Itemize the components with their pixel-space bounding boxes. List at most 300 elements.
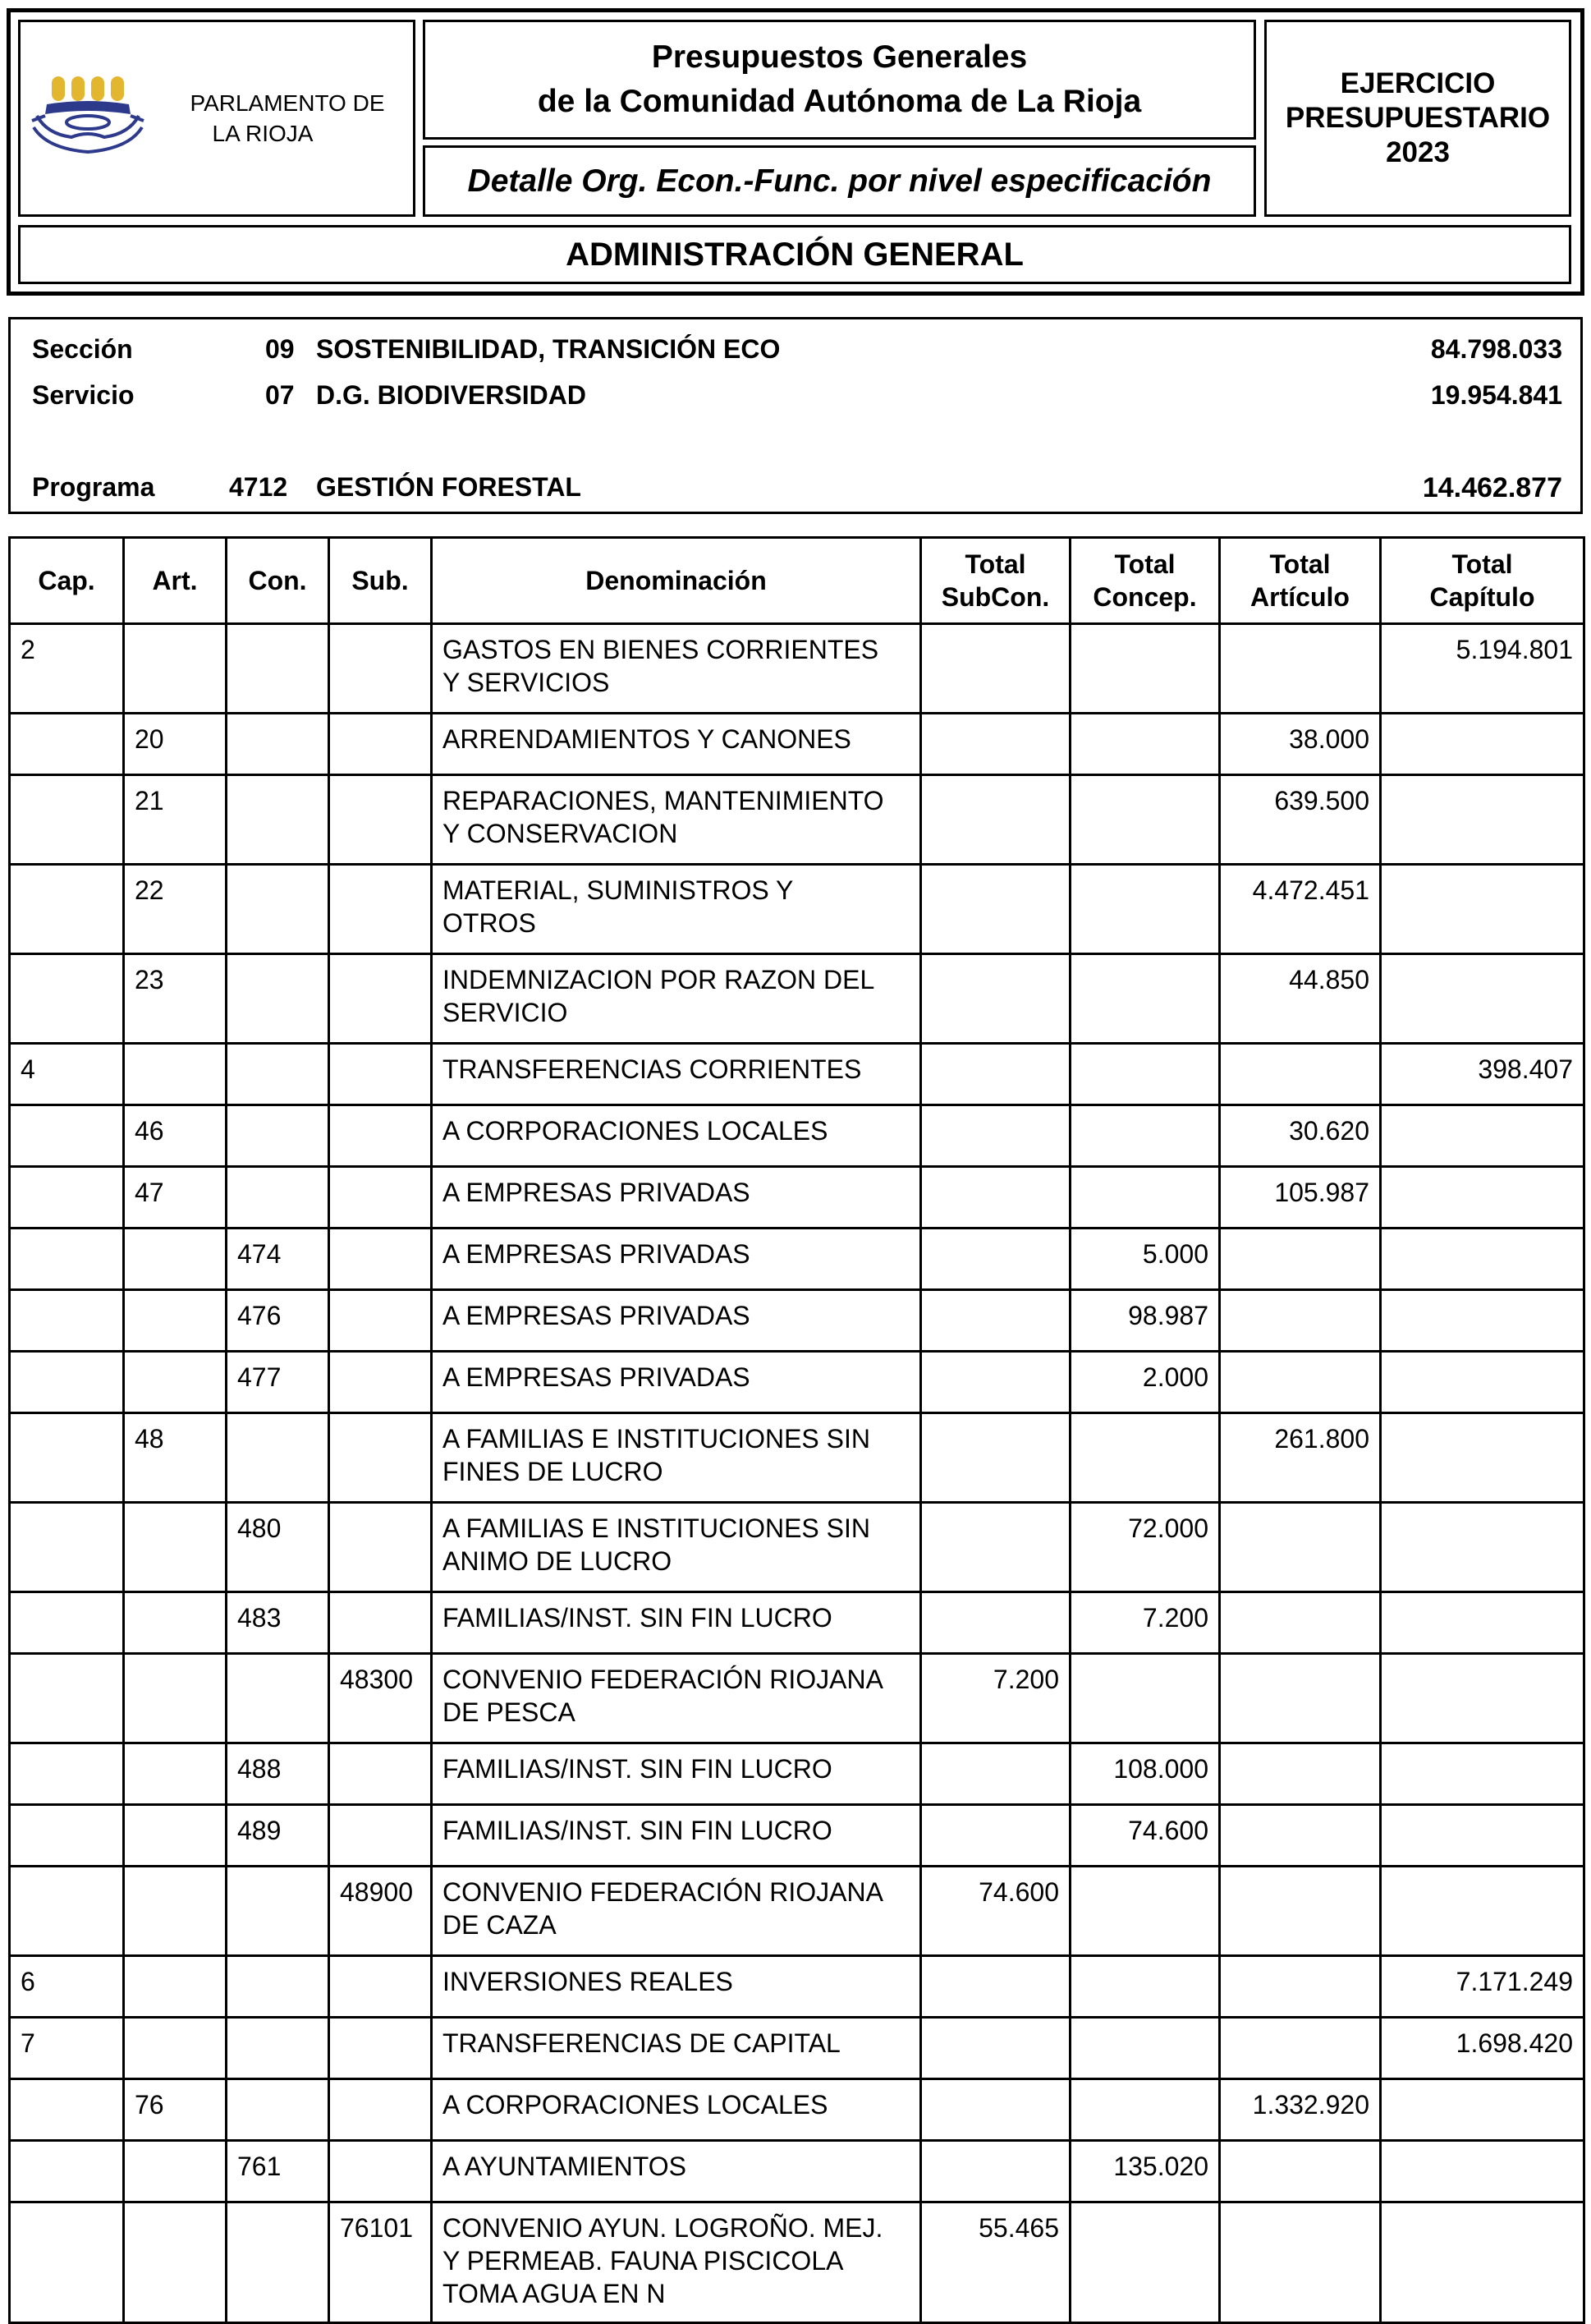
year-box xyxy=(1264,20,1571,217)
table-header-row xyxy=(10,538,1584,624)
header-total-capitulo: Total Capítulo xyxy=(1381,538,1584,624)
servicio-label: Servicio xyxy=(32,380,135,410)
cell-denominacion xyxy=(432,865,921,954)
cell-con xyxy=(227,1044,329,1105)
cell-total-capitulo xyxy=(1381,2141,1584,2202)
cell-con xyxy=(227,1956,329,2018)
cell-sub xyxy=(329,1105,432,1167)
table-row xyxy=(10,1867,1584,1956)
cell-sub xyxy=(329,1044,432,1105)
cell-total-subcon xyxy=(921,2079,1071,2141)
cell-sub: 48900 xyxy=(329,1867,432,1956)
cell-total-capitulo xyxy=(1381,2202,1584,2323)
cell-total-concep xyxy=(1071,1167,1220,1229)
cell-total-articulo xyxy=(1220,1956,1381,2018)
cell-total-articulo xyxy=(1220,1352,1381,1413)
cell-sub xyxy=(329,624,432,714)
table-row xyxy=(10,2079,1584,2141)
cell-con: 474 xyxy=(227,1229,329,1290)
cell-cap xyxy=(10,1413,124,1503)
cell-art xyxy=(124,1867,227,1956)
cell-total-concep xyxy=(1071,1044,1220,1105)
cell-total-subcon xyxy=(921,1592,1071,1654)
cell-total-subcon: 74.600 xyxy=(921,1867,1071,1956)
cell-cap xyxy=(10,1229,124,1290)
denominacion-line: DE PESCA xyxy=(442,1697,575,1727)
cell-cap xyxy=(10,2079,124,2141)
cell-total-capitulo xyxy=(1381,1229,1584,1290)
table-row xyxy=(10,1743,1584,1805)
budget-table xyxy=(8,536,1585,2324)
cell-art xyxy=(124,1044,227,1105)
cell-art xyxy=(124,1654,227,1743)
cell-denominacion xyxy=(432,1592,921,1654)
cell-total-subcon xyxy=(921,1290,1071,1352)
cell-cap: 2 xyxy=(10,624,124,714)
cell-total-capitulo xyxy=(1381,714,1584,775)
table-row xyxy=(10,1105,1584,1167)
cell-cap xyxy=(10,1503,124,1592)
servicio-amount: 19.954.841 xyxy=(1430,380,1562,410)
header-art: Art. xyxy=(124,538,227,624)
admin-box xyxy=(18,225,1571,284)
cell-con xyxy=(227,1867,329,1956)
table-row xyxy=(10,714,1584,775)
cell-total-subcon xyxy=(921,714,1071,775)
cell-art xyxy=(124,1743,227,1805)
cell-total-capitulo xyxy=(1381,2079,1584,2141)
cell-total-capitulo xyxy=(1381,1805,1584,1867)
cell-con: 483 xyxy=(227,1592,329,1654)
denominacion-line: FINES DE LUCRO xyxy=(442,1457,663,1486)
cell-total-capitulo xyxy=(1381,1413,1584,1503)
cell-art xyxy=(124,1290,227,1352)
cell-art: 20 xyxy=(124,714,227,775)
cell-con xyxy=(227,1105,329,1167)
cell-total-articulo xyxy=(1220,624,1381,714)
cell-total-subcon xyxy=(921,1229,1071,1290)
cell-con xyxy=(227,2018,329,2079)
cell-total-articulo: 30.620 xyxy=(1220,1105,1381,1167)
denominacion-line: OTROS xyxy=(442,908,536,938)
cell-sub xyxy=(329,1592,432,1654)
cell-total-articulo xyxy=(1220,1743,1381,1805)
denominacion-line: Y CONSERVACION xyxy=(442,819,678,848)
cell-denominacion xyxy=(432,2079,921,2141)
cell-total-articulo: 44.850 xyxy=(1220,954,1381,1044)
cell-denominacion xyxy=(432,2202,921,2323)
cell-total-articulo xyxy=(1220,2018,1381,2079)
denominacion-line: ARRENDAMIENTOS Y CANONES xyxy=(442,724,851,754)
cell-denominacion xyxy=(432,1956,921,2018)
table-row xyxy=(10,1592,1584,1654)
cell-cap xyxy=(10,714,124,775)
cell-sub xyxy=(329,1503,432,1592)
cell-total-concep: 135.020 xyxy=(1071,2141,1220,2202)
denominacion-line: A AYUNTAMIENTOS xyxy=(442,2152,686,2181)
cell-total-subcon xyxy=(921,1743,1071,1805)
cell-con: 477 xyxy=(227,1352,329,1413)
denominacion-line: SERVICIO xyxy=(442,998,568,1027)
cell-total-capitulo xyxy=(1381,1167,1584,1229)
header-cap: Cap. xyxy=(10,538,124,624)
cell-total-capitulo xyxy=(1381,1105,1584,1167)
cell-sub xyxy=(329,1805,432,1867)
seccion-code: 09 xyxy=(265,334,295,364)
cell-denominacion xyxy=(432,1413,921,1503)
cell-con: 480 xyxy=(227,1503,329,1592)
cell-total-concep xyxy=(1071,865,1220,954)
cell-denominacion xyxy=(432,1229,921,1290)
cell-cap xyxy=(10,865,124,954)
cell-total-articulo: 4.472.451 xyxy=(1220,865,1381,954)
cell-sub xyxy=(329,775,432,865)
cell-cap xyxy=(10,2202,124,2323)
cell-total-subcon xyxy=(921,1105,1071,1167)
cell-denominacion xyxy=(432,954,921,1044)
admin-title: ADMINISTRACIÓN GENERAL xyxy=(566,236,1024,273)
cell-total-subcon xyxy=(921,1352,1071,1413)
cell-con xyxy=(227,1167,329,1229)
cell-con xyxy=(227,2202,329,2323)
cell-total-subcon: 55.465 xyxy=(921,2202,1071,2323)
cell-art: 48 xyxy=(124,1413,227,1503)
cell-total-concep: 2.000 xyxy=(1071,1352,1220,1413)
denominacion-line: TRANSFERENCIAS CORRIENTES xyxy=(442,1054,862,1084)
cell-art xyxy=(124,1503,227,1592)
cell-denominacion xyxy=(432,2018,921,2079)
denominacion-line: A FAMILIAS E INSTITUCIONES SIN xyxy=(442,1424,870,1454)
cell-cap xyxy=(10,954,124,1044)
cell-cap xyxy=(10,1105,124,1167)
cell-total-concep xyxy=(1071,2202,1220,2323)
denominacion-line: DE CAZA xyxy=(442,1910,557,1940)
cell-total-concep xyxy=(1071,714,1220,775)
cell-cap: 7 xyxy=(10,2018,124,2079)
cell-sub xyxy=(329,1352,432,1413)
cell-con xyxy=(227,2079,329,2141)
cell-sub xyxy=(329,1413,432,1503)
table-row xyxy=(10,2141,1584,2202)
table-row xyxy=(10,1167,1584,1229)
cell-sub xyxy=(329,865,432,954)
cell-total-subcon xyxy=(921,624,1071,714)
table-row xyxy=(10,1044,1584,1105)
table-row xyxy=(10,624,1584,714)
cell-con xyxy=(227,624,329,714)
logo-text-line1: PARLAMENTO DE xyxy=(190,90,385,116)
header-sub: Sub. xyxy=(329,538,432,624)
programa-label: Programa xyxy=(32,472,155,502)
programa-name: GESTIÓN FORESTAL xyxy=(316,472,581,502)
cell-denominacion xyxy=(432,1805,921,1867)
cell-art: 22 xyxy=(124,865,227,954)
year-line3: 2023 xyxy=(1386,136,1450,168)
cell-total-capitulo xyxy=(1381,1867,1584,1956)
header-total-subcon: Total SubCon. xyxy=(921,538,1071,624)
logo-text xyxy=(168,88,406,149)
cell-sub xyxy=(329,1229,432,1290)
info-box xyxy=(8,317,1583,514)
seccion-label: Sección xyxy=(32,334,133,364)
cell-total-subcon xyxy=(921,2018,1071,2079)
denominacion-line: FAMILIAS/INST. SIN FIN LUCRO xyxy=(442,1816,832,1845)
cell-con xyxy=(227,1654,329,1743)
denominacion-line: GASTOS EN BIENES CORRIENTES xyxy=(442,635,879,664)
title-line1: Presupuestos Generales xyxy=(651,39,1028,75)
cell-total-concep xyxy=(1071,624,1220,714)
cell-denominacion xyxy=(432,1352,921,1413)
cell-sub xyxy=(329,1167,432,1229)
cell-total-concep: 74.600 xyxy=(1071,1805,1220,1867)
table-row xyxy=(10,1290,1584,1352)
denominacion-line: CONVENIO FEDERACIÓN RIOJANA xyxy=(442,1877,883,1907)
cell-cap xyxy=(10,1592,124,1654)
logo-box xyxy=(18,20,415,217)
cell-total-concep xyxy=(1071,1654,1220,1743)
table-row xyxy=(10,1654,1584,1743)
cell-total-articulo xyxy=(1220,1867,1381,1956)
table-row xyxy=(10,954,1584,1044)
year-line2: PRESUPUESTARIO xyxy=(1285,102,1551,134)
cell-sub xyxy=(329,2018,432,2079)
header-con: Con. xyxy=(227,538,329,624)
cell-total-subcon xyxy=(921,1805,1071,1867)
cell-total-subcon xyxy=(921,1044,1071,1105)
cell-total-subcon xyxy=(921,1413,1071,1503)
servicio-code: 07 xyxy=(265,380,295,410)
cell-total-articulo: 38.000 xyxy=(1220,714,1381,775)
cell-total-capitulo xyxy=(1381,954,1584,1044)
cell-art: 76 xyxy=(124,2079,227,2141)
cell-sub xyxy=(329,2141,432,2202)
cell-denominacion xyxy=(432,1503,921,1592)
table-row xyxy=(10,1956,1584,2018)
cell-total-subcon xyxy=(921,865,1071,954)
cell-total-articulo xyxy=(1220,1805,1381,1867)
cell-total-concep xyxy=(1071,1956,1220,2018)
header-total-concep: Total Concep. xyxy=(1071,538,1220,624)
cell-total-articulo xyxy=(1220,1503,1381,1592)
cell-denominacion xyxy=(432,1290,921,1352)
cell-total-concep: 7.200 xyxy=(1071,1592,1220,1654)
cell-total-articulo xyxy=(1220,1229,1381,1290)
programa-amount: 14.462.877 xyxy=(1422,472,1562,503)
table-row xyxy=(10,1805,1584,1867)
seccion-amount: 84.798.033 xyxy=(1430,334,1562,364)
cell-total-capitulo xyxy=(1381,775,1584,865)
subtitle-box xyxy=(423,145,1256,217)
table-row xyxy=(10,2202,1584,2323)
cell-total-articulo xyxy=(1220,2141,1381,2202)
cell-total-subcon xyxy=(921,1167,1071,1229)
cell-con xyxy=(227,1413,329,1503)
title-line2: de la Comunidad Autónoma de La Rioja xyxy=(537,84,1142,119)
seccion-name: SOSTENIBILIDAD, TRANSICIÓN ECO xyxy=(316,334,781,364)
denominacion-line: INVERSIONES REALES xyxy=(442,1967,733,1996)
denominacion-line: Y PERMEAB. FAUNA PISCICOLA xyxy=(442,2246,844,2276)
cell-total-subcon xyxy=(921,1956,1071,2018)
cell-total-capitulo xyxy=(1381,865,1584,954)
cell-total-capitulo xyxy=(1381,1592,1584,1654)
cell-denominacion xyxy=(432,714,921,775)
cell-con: 761 xyxy=(227,2141,329,2202)
table-row xyxy=(10,1503,1584,1592)
table-row xyxy=(10,775,1584,865)
header-total-articulo: Total Artículo xyxy=(1220,538,1381,624)
cell-art xyxy=(124,1352,227,1413)
cell-total-concep: 98.987 xyxy=(1071,1290,1220,1352)
denominacion-line: A EMPRESAS PRIVADAS xyxy=(442,1239,750,1269)
year-line1: EJERCICIO xyxy=(1340,67,1496,99)
cell-total-articulo: 105.987 xyxy=(1220,1167,1381,1229)
cell-denominacion xyxy=(432,1105,921,1167)
cell-total-articulo xyxy=(1220,1044,1381,1105)
cell-sub xyxy=(329,714,432,775)
programa-code: 4712 xyxy=(229,472,288,502)
cell-total-concep: 5.000 xyxy=(1071,1229,1220,1290)
cell-art: 46 xyxy=(124,1105,227,1167)
cell-total-concep xyxy=(1071,2018,1220,2079)
cell-cap: 4 xyxy=(10,1044,124,1105)
cell-denominacion xyxy=(432,624,921,714)
cell-total-concep xyxy=(1071,1867,1220,1956)
cell-total-articulo: 261.800 xyxy=(1220,1413,1381,1503)
report-subtitle: Detalle Org. Econ.-Func. por nivel especificación xyxy=(467,163,1212,199)
cell-con xyxy=(227,954,329,1044)
table-row xyxy=(10,865,1584,954)
cell-total-articulo: 1.332.920 xyxy=(1220,2079,1381,2141)
cell-con xyxy=(227,775,329,865)
cell-total-subcon xyxy=(921,775,1071,865)
cell-art xyxy=(124,2018,227,2079)
denominacion-line: CONVENIO FEDERACIÓN RIOJANA xyxy=(442,1665,883,1694)
cell-art xyxy=(124,624,227,714)
cell-total-capitulo xyxy=(1381,1743,1584,1805)
denominacion-line: A CORPORACIONES LOCALES xyxy=(442,1116,828,1146)
denominacion-line: TOMA AGUA EN N xyxy=(442,2279,666,2308)
cell-art xyxy=(124,1592,227,1654)
cell-denominacion xyxy=(432,1743,921,1805)
title-box xyxy=(423,20,1256,140)
cell-total-concep xyxy=(1071,1413,1220,1503)
cell-cap xyxy=(10,1743,124,1805)
cell-cap xyxy=(10,1352,124,1413)
logo-text-line2: LA RIOJA xyxy=(212,121,314,146)
cell-art xyxy=(124,1229,227,1290)
cell-con xyxy=(227,714,329,775)
cell-total-capitulo xyxy=(1381,1503,1584,1592)
cell-art: 47 xyxy=(124,1167,227,1229)
cell-con xyxy=(227,865,329,954)
cell-total-articulo xyxy=(1220,1654,1381,1743)
table-row xyxy=(10,1229,1584,1290)
cell-total-concep xyxy=(1071,954,1220,1044)
cell-cap xyxy=(10,1654,124,1743)
cell-sub xyxy=(329,954,432,1044)
cell-total-articulo xyxy=(1220,1290,1381,1352)
parlamento-logo-icon xyxy=(30,68,170,167)
denominacion-line: INDEMNIZACION POR RAZON DEL xyxy=(442,965,875,994)
cell-cap xyxy=(10,1290,124,1352)
denominacion-line: A EMPRESAS PRIVADAS xyxy=(442,1301,750,1330)
cell-cap xyxy=(10,1805,124,1867)
cell-art: 21 xyxy=(124,775,227,865)
servicio-name: D.G. BIODIVERSIDAD xyxy=(316,380,586,410)
cell-total-concep xyxy=(1071,2079,1220,2141)
cell-sub xyxy=(329,1290,432,1352)
cell-denominacion xyxy=(432,1654,921,1743)
cell-sub xyxy=(329,2079,432,2141)
cell-total-capitulo: 5.194.801 xyxy=(1381,624,1584,714)
cell-total-capitulo: 398.407 xyxy=(1381,1044,1584,1105)
denominacion-line: REPARACIONES, MANTENIMIENTO xyxy=(442,786,884,815)
cell-denominacion xyxy=(432,1044,921,1105)
cell-total-subcon xyxy=(921,2141,1071,2202)
cell-con: 489 xyxy=(227,1805,329,1867)
cell-art xyxy=(124,2202,227,2323)
cell-sub xyxy=(329,1956,432,2018)
cell-art: 23 xyxy=(124,954,227,1044)
cell-sub: 48300 xyxy=(329,1654,432,1743)
cell-cap xyxy=(10,1867,124,1956)
table-row xyxy=(10,1352,1584,1413)
cell-total-subcon xyxy=(921,1503,1071,1592)
denominacion-line: A EMPRESAS PRIVADAS xyxy=(442,1178,750,1207)
cell-cap xyxy=(10,775,124,865)
cell-denominacion xyxy=(432,1167,921,1229)
cell-con: 488 xyxy=(227,1743,329,1805)
denominacion-line: A FAMILIAS E INSTITUCIONES SIN xyxy=(442,1513,870,1543)
cell-total-capitulo: 1.698.420 xyxy=(1381,2018,1584,2079)
table-row xyxy=(10,1413,1584,1503)
denominacion-line: Y SERVICIOS xyxy=(442,668,610,697)
cell-total-subcon: 7.200 xyxy=(921,1654,1071,1743)
cell-art xyxy=(124,1805,227,1867)
header-denominacion: Denominación xyxy=(432,538,921,624)
cell-sub: 76101 xyxy=(329,2202,432,2323)
cell-total-concep xyxy=(1071,775,1220,865)
denominacion-line: ANIMO DE LUCRO xyxy=(442,1546,672,1576)
denominacion-line: TRANSFERENCIAS DE CAPITAL xyxy=(442,2028,841,2058)
cell-total-articulo: 639.500 xyxy=(1220,775,1381,865)
denominacion-line: FAMILIAS/INST. SIN FIN LUCRO xyxy=(442,1754,832,1784)
cell-denominacion xyxy=(432,775,921,865)
cell-total-articulo xyxy=(1220,1592,1381,1654)
cell-total-articulo xyxy=(1220,2202,1381,2323)
cell-total-concep: 72.000 xyxy=(1071,1503,1220,1592)
table-row xyxy=(10,2018,1584,2079)
budget-table-body xyxy=(10,624,1584,2323)
cell-sub xyxy=(329,1743,432,1805)
cell-art xyxy=(124,1956,227,2018)
cell-cap: 6 xyxy=(10,1956,124,2018)
denominacion-line: FAMILIAS/INST. SIN FIN LUCRO xyxy=(442,1603,832,1633)
cell-total-concep: 108.000 xyxy=(1071,1743,1220,1805)
cell-cap xyxy=(10,2141,124,2202)
cell-cap xyxy=(10,1167,124,1229)
cell-total-capitulo: 7.171.249 xyxy=(1381,1956,1584,2018)
cell-art xyxy=(124,2141,227,2202)
cell-con: 476 xyxy=(227,1290,329,1352)
cell-total-capitulo xyxy=(1381,1352,1584,1413)
denominacion-line: CONVENIO AYUN. LOGROÑO. MEJ. xyxy=(442,2213,883,2243)
denominacion-line: A EMPRESAS PRIVADAS xyxy=(442,1362,750,1392)
cell-total-capitulo xyxy=(1381,1290,1584,1352)
denominacion-line: MATERIAL, SUMINISTROS Y xyxy=(442,875,794,905)
cell-denominacion xyxy=(432,2141,921,2202)
cell-total-capitulo xyxy=(1381,1654,1584,1743)
